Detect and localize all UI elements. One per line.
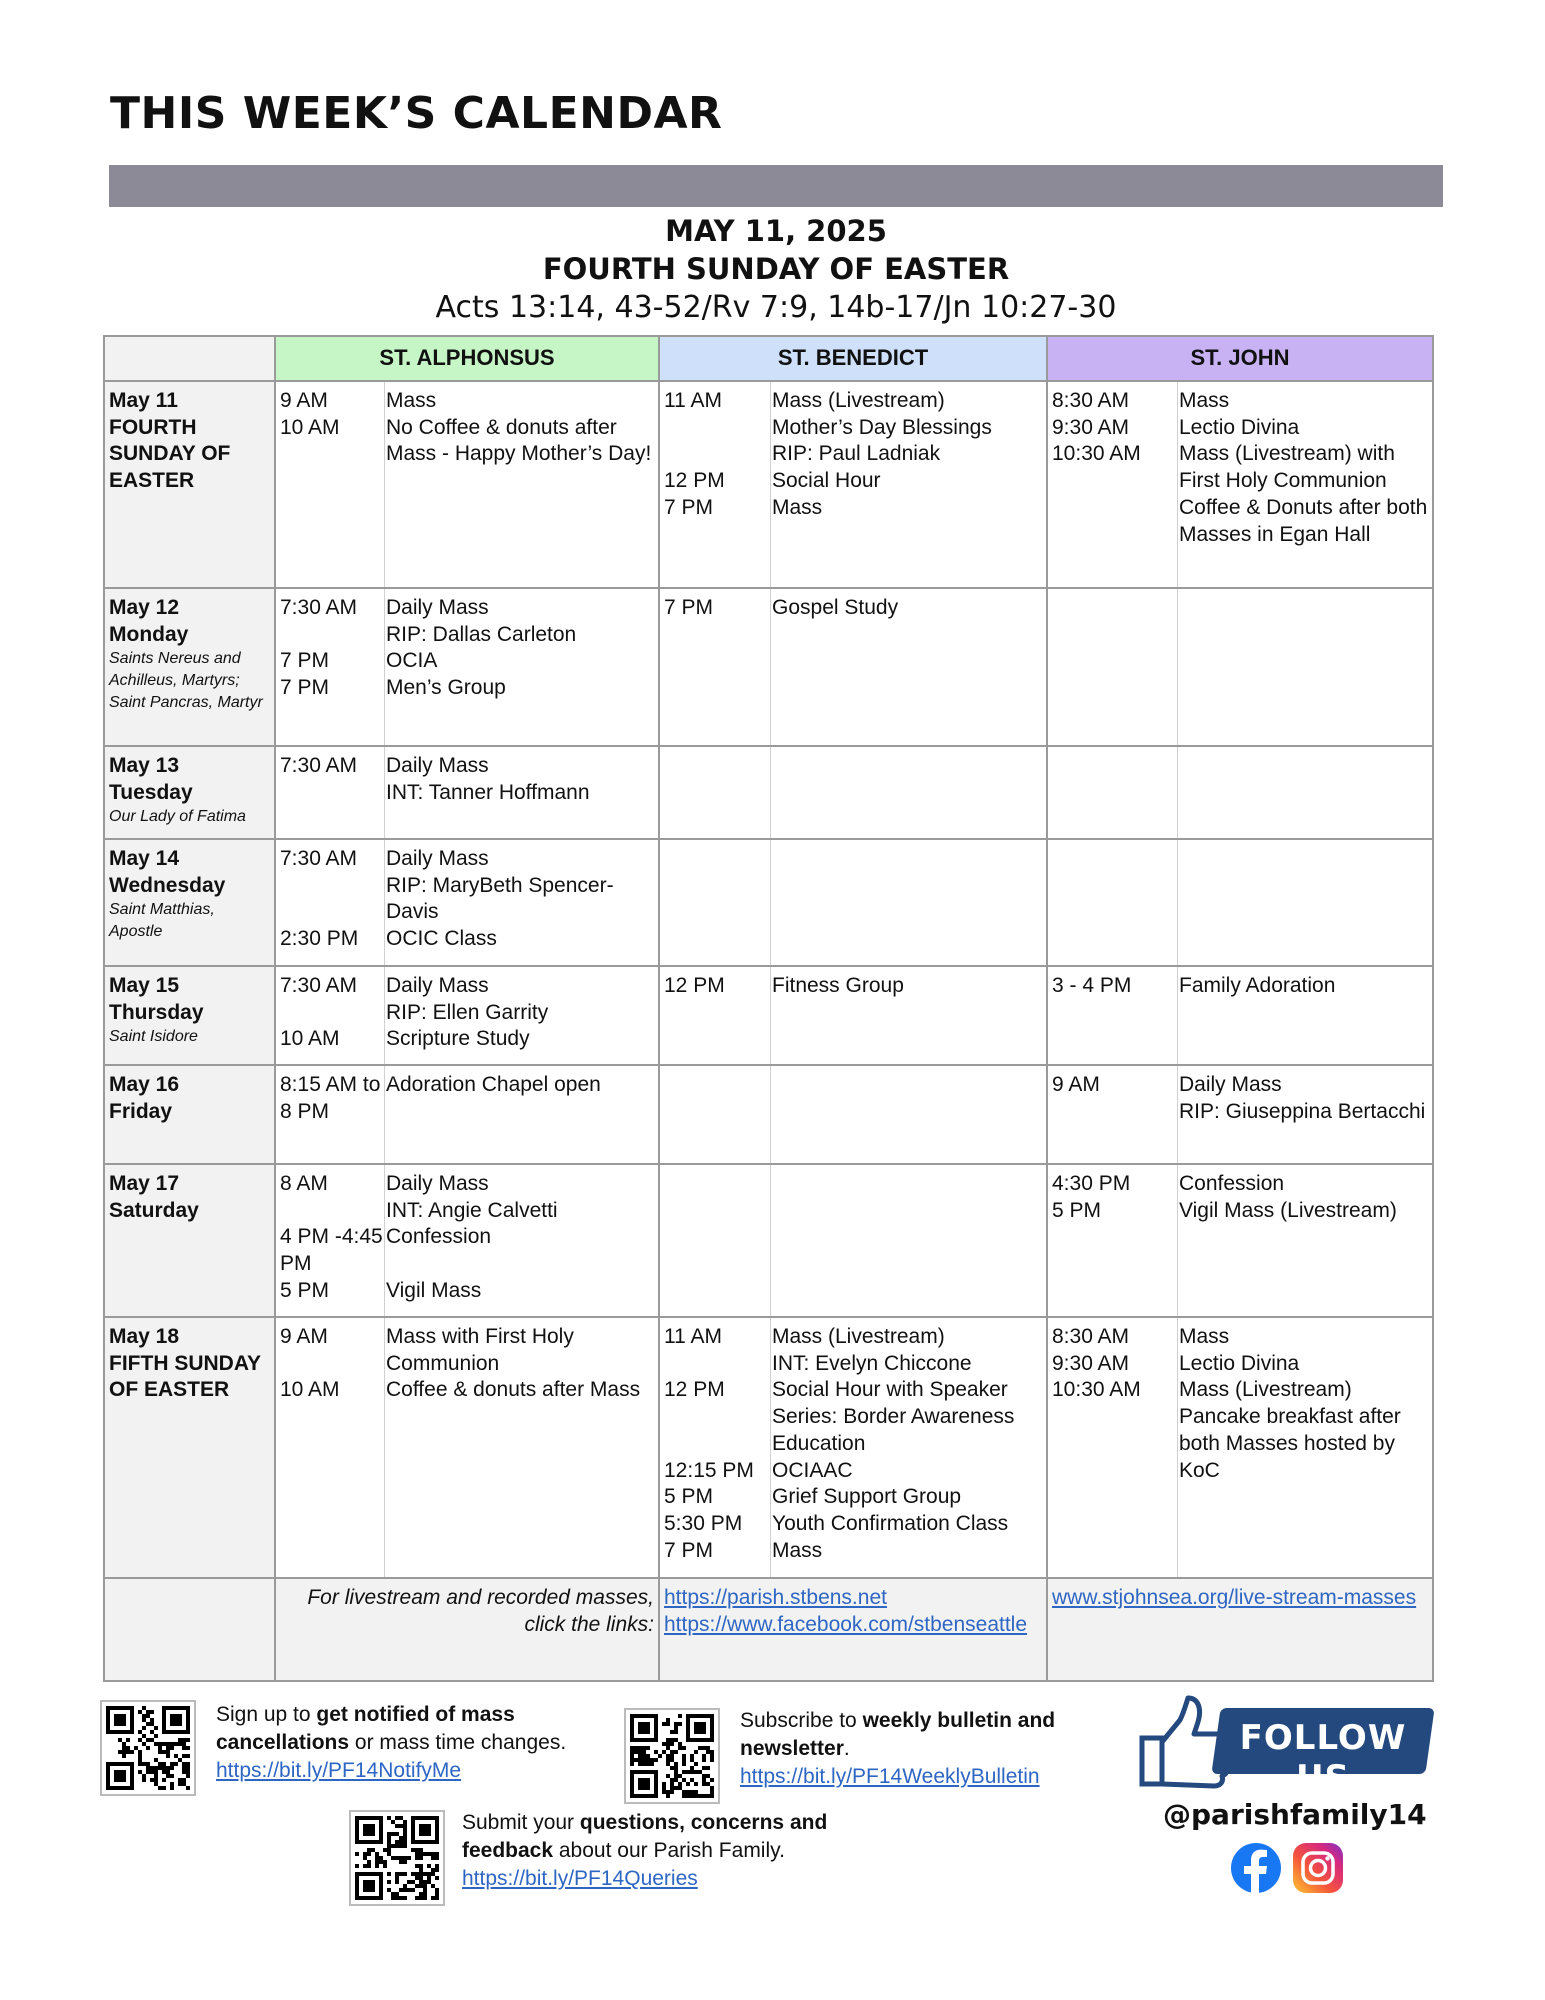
bulletin-subscribe-text <box>740 1707 1110 1791</box>
event-time: 10 AM <box>280 415 340 439</box>
heading-occasion: FOURTH SUNDAY OF EASTER <box>542 252 1010 286</box>
day-row <box>104 1164 1433 1317</box>
event-description: RIP: MaryBeth Spencer-Davis <box>386 873 614 924</box>
follow-us-banner <box>1128 1692 1438 1798</box>
event-entry <box>276 1278 658 1305</box>
event-description: Daily Mass <box>386 754 489 777</box>
event-time <box>276 1198 386 1225</box>
st-alphonsus-cell <box>275 746 659 839</box>
day-label-cell <box>104 1164 275 1317</box>
header-divider-bar <box>109 165 1443 207</box>
event-time: 7 PM <box>664 495 714 519</box>
event-entry <box>660 495 1046 522</box>
bulletin-bold: weekly bulletin and newsletter <box>740 1709 1056 1760</box>
event-entry <box>660 1324 1046 1351</box>
event-description: Lectio Divina <box>1179 1351 1300 1375</box>
event-entry <box>1048 1324 1432 1351</box>
event-entry <box>1048 415 1432 442</box>
event-description: INT: Tanner Hoffmann <box>386 780 590 804</box>
day-name-line: May 13 <box>109 754 180 777</box>
st-alphonsus-cell <box>275 1317 659 1578</box>
day-name-line: Saturday <box>109 1198 199 1222</box>
event-entry <box>660 441 1046 468</box>
event-description: Mother’s Day Blessings <box>772 415 992 439</box>
day-name-line: May 11 <box>109 389 178 412</box>
event-description: Daily Mass <box>386 847 489 870</box>
event-time: 5 PM <box>1052 1198 1102 1222</box>
st-alphonsus-cell <box>275 381 659 588</box>
event-time <box>276 622 386 649</box>
qr-code-icon <box>630 1714 714 1798</box>
st-benedict-links-cell <box>659 1578 1047 1681</box>
st-benedict-facebook-link[interactable]: https://www.facebook.com/stbenseattle <box>664 1612 1028 1636</box>
heading-date: MAY 11, 2025 <box>665 214 887 248</box>
day-name-line: Wednesday <box>109 873 226 897</box>
bulletin-pre: Subscribe to <box>740 1709 863 1732</box>
event-time: 9 AM <box>280 1325 328 1348</box>
event-description: RIP: Dallas Carleton <box>386 622 577 646</box>
calendar-table <box>103 335 1434 1682</box>
st-benedict-cell <box>659 588 1047 746</box>
event-description: Adoration Chapel open <box>386 1073 601 1096</box>
facebook-icon[interactable] <box>1230 1842 1282 1894</box>
day-name-line: May 16 <box>109 1073 180 1096</box>
event-entry <box>276 595 658 622</box>
day-row <box>104 381 1433 588</box>
event-entry <box>1048 1404 1432 1484</box>
event-entry <box>1048 1377 1432 1404</box>
day-label-cell <box>104 381 275 588</box>
follow-us-label: FOLLOW US <box>1239 1718 1407 1798</box>
day-row <box>104 746 1433 839</box>
event-description: No Coffee & donuts after Mass - Happy Mother’s Day! <box>386 415 652 466</box>
day-row <box>104 839 1433 966</box>
event-entry <box>1048 1171 1432 1198</box>
event-description: Fitness Group <box>772 974 904 997</box>
queries-pre: Submit your <box>462 1811 580 1834</box>
event-time: 8:30 AM <box>1052 1325 1130 1348</box>
event-time: 8 AM <box>280 1172 328 1195</box>
day-name-line: EASTER <box>109 469 195 493</box>
event-entry <box>660 1511 1046 1538</box>
event-description: Daily Mass <box>386 596 489 619</box>
event-description: Mass (Livestream) with First Holy Communion <box>1179 442 1395 493</box>
st-benedict-cell <box>659 1317 1047 1578</box>
event-time: 9 AM <box>280 389 328 412</box>
event-description: Coffee & Donuts after both Masses in Egan Hall <box>1179 495 1428 546</box>
event-entry <box>660 1377 1046 1457</box>
event-time: 7 PM <box>664 596 714 619</box>
queries-bold: questions, concerns and feedback <box>462 1811 828 1862</box>
event-time: 5 PM <box>664 1485 714 1509</box>
event-description: OCIAAC <box>772 1458 853 1482</box>
qr-code-icon <box>106 1706 190 1790</box>
event-description: Scripture Study <box>386 1027 530 1051</box>
st-john-cell <box>1047 1065 1433 1164</box>
day-name-line: OF EASTER <box>109 1378 230 1402</box>
day-row <box>104 1065 1433 1164</box>
event-time: 9:30 AM <box>1052 1351 1130 1375</box>
event-entry <box>276 1072 658 1125</box>
event-description: Mass (Livestream) <box>1179 1378 1352 1402</box>
event-description: Mass <box>1179 1325 1230 1348</box>
event-entry <box>276 926 658 953</box>
heading-readings: Acts 13:14, 43-52/Rv 7:9, 14b-17/Jn 10:27-30 <box>435 290 1117 325</box>
event-entry <box>276 675 658 702</box>
livestream-links-row <box>104 1578 1433 1681</box>
st-alphonsus-cell <box>275 1065 659 1164</box>
event-description: RIP: Giuseppina Bertacchi <box>1179 1099 1426 1123</box>
column-header-st-alphonsus: ST. ALPHONSUS <box>275 336 659 381</box>
event-description: Gospel Study <box>772 596 899 619</box>
day-row <box>104 588 1433 746</box>
event-description: Vigil Mass (Livestream) <box>1179 1198 1397 1222</box>
bulletin-link[interactable]: https://bit.ly/PF14WeeklyBulletin <box>740 1765 1040 1788</box>
event-time: 7 PM <box>664 1538 714 1562</box>
event-time: 9:30 AM <box>1052 415 1130 439</box>
event-time <box>660 415 772 442</box>
event-time <box>1048 1404 1179 1484</box>
day-name-line: Friday <box>109 1099 173 1123</box>
event-time: 7 PM <box>280 649 330 673</box>
event-time: 11 AM <box>664 389 722 412</box>
event-entry <box>660 415 1046 442</box>
page-title: THIS WEEK’S CALENDAR <box>110 88 723 139</box>
event-time: 3 - 4 PM <box>1052 974 1132 997</box>
event-description: RIP: Paul Ladniak <box>772 442 941 466</box>
event-entry <box>276 1377 658 1404</box>
event-entry <box>660 468 1046 495</box>
queries-submit-text <box>462 1809 882 1893</box>
event-entry <box>276 1026 658 1053</box>
event-time: 8:15 AM to 8 PM <box>280 1073 381 1123</box>
event-description: INT: Evelyn Chiccone <box>772 1351 972 1375</box>
event-description: Social Hour <box>772 469 881 493</box>
calendar-header-row <box>104 336 1433 381</box>
event-description: Confession <box>1179 1172 1285 1195</box>
day-label-cell <box>104 588 275 746</box>
day-label-cell <box>104 1317 275 1578</box>
event-entry <box>276 622 658 649</box>
event-time <box>660 441 772 468</box>
st-john-cell <box>1047 1317 1433 1578</box>
event-time <box>1048 1099 1179 1126</box>
livestream-intro-cell <box>275 1578 659 1681</box>
st-john-livestream-link[interactable]: www.stjohnsea.org/live-stream-masses <box>1052 1586 1417 1609</box>
event-entry <box>276 1000 658 1027</box>
instagram-icon[interactable] <box>1292 1842 1344 1894</box>
event-entry <box>1048 1099 1432 1126</box>
event-entry <box>276 780 658 807</box>
event-description: RIP: Ellen Garrity <box>386 1000 549 1024</box>
event-time: 10:30 AM <box>1052 1378 1141 1402</box>
day-name-line: May 14 <box>109 847 180 870</box>
event-entry <box>276 973 658 1000</box>
st-benedict-cell <box>659 381 1047 588</box>
st-alphonsus-cell <box>275 839 659 966</box>
event-description: Men’s Group <box>386 676 506 700</box>
bulletin-post: . <box>843 1737 850 1760</box>
event-entry <box>1048 441 1432 494</box>
event-entry <box>660 1538 1046 1565</box>
event-description: Mass <box>772 1538 823 1562</box>
notify-signup-text <box>216 1701 596 1785</box>
event-description: Mass (Livestream) <box>772 1325 945 1348</box>
event-time: 12 PM <box>664 974 725 997</box>
event-time: 7:30 AM <box>280 596 358 619</box>
event-entry <box>276 753 658 780</box>
event-entry <box>276 1198 658 1225</box>
event-entry <box>276 1324 658 1377</box>
notify-link[interactable]: https://bit.ly/PF14NotifyMe <box>216 1759 462 1782</box>
event-entry <box>276 873 658 926</box>
event-time: 4 PM -4:45 PM <box>280 1225 383 1276</box>
event-time: 7 PM <box>280 676 330 700</box>
event-time: 8:30 AM <box>1052 389 1130 412</box>
event-entry <box>1048 388 1432 415</box>
day-name-line: SUNDAY OF <box>109 442 231 466</box>
event-description: Mass (Livestream) <box>772 389 945 412</box>
qr-code-queries[interactable] <box>349 1810 445 1906</box>
event-description: INT: Angie Calvetti <box>386 1198 558 1222</box>
event-description: Family Adoration <box>1179 974 1336 997</box>
st-john-cell <box>1047 746 1433 839</box>
event-time: 5 PM <box>280 1278 330 1302</box>
event-description: OCIC Class <box>386 927 497 951</box>
day-name-line: Tuesday <box>109 780 193 804</box>
event-time: 10 AM <box>280 1027 340 1051</box>
day-label-cell <box>104 1065 275 1164</box>
qr-code-notify[interactable] <box>100 1700 196 1796</box>
day-name-line: FOURTH <box>109 415 197 439</box>
event-entry <box>276 388 658 415</box>
notify-pre: Sign up to <box>216 1703 317 1726</box>
event-entry <box>660 595 1046 622</box>
event-description: Youth Confirmation Class <box>772 1511 1009 1535</box>
st-john-cell <box>1047 381 1433 588</box>
event-description: OCIA <box>386 649 438 673</box>
event-description: Daily Mass <box>1179 1073 1282 1096</box>
event-time <box>276 1000 386 1027</box>
event-entry <box>1048 1351 1432 1378</box>
qr-code-bulletin[interactable] <box>624 1708 720 1804</box>
queries-post: about our Parish Family. <box>553 1839 785 1862</box>
feast-day: Saints Nereus and Achilleus, Martyrs; Saint Pancras, Martyr <box>109 650 263 712</box>
social-handle: @parishfamily14 <box>1163 1798 1427 1831</box>
st-john-cell <box>1047 588 1433 746</box>
event-time <box>276 873 386 926</box>
event-time: 10 AM <box>280 1378 340 1402</box>
event-entry <box>1048 1198 1432 1225</box>
header-blank-cell <box>104 336 275 381</box>
event-time <box>1048 495 1179 548</box>
st-john-cell <box>1047 1164 1433 1317</box>
st-john-cell <box>1047 966 1433 1065</box>
feast-day: Our Lady of Fatima <box>109 808 246 826</box>
day-row <box>104 966 1433 1065</box>
event-description: Social Hour with Speaker Series: Border Awareness Education <box>772 1378 1015 1455</box>
event-time: 11 AM <box>664 1325 722 1348</box>
event-entry <box>660 388 1046 415</box>
st-benedict-cell <box>659 966 1047 1065</box>
event-entry <box>276 415 658 468</box>
event-description: Daily Mass <box>386 1172 489 1195</box>
st-benedict-cell <box>659 1164 1047 1317</box>
event-time: 7:30 AM <box>280 754 358 777</box>
event-description: Mass <box>386 389 437 412</box>
event-description: Mass with First Holy Communion <box>386 1325 574 1375</box>
event-entry <box>276 1171 658 1198</box>
event-description: Confession <box>386 1225 492 1249</box>
event-time: 12 PM <box>664 1378 725 1402</box>
notify-bold: get notified of mass cancellations <box>216 1703 515 1754</box>
day-label-cell <box>104 966 275 1065</box>
day-name-line: May 15 <box>109 974 180 997</box>
event-description: Mass <box>1179 389 1230 412</box>
event-description: Vigil Mass <box>386 1278 482 1302</box>
event-time <box>660 1351 772 1378</box>
st-benedict-cell <box>659 1065 1047 1164</box>
column-header-st-john: ST. JOHN <box>1047 336 1433 381</box>
livestream-intro-line-2: click the links: <box>524 1612 654 1636</box>
day-name-line: Monday <box>109 622 189 646</box>
day-name-line: May 18 <box>109 1325 180 1348</box>
livestream-intro-line-1: For livestream and recorded masses, <box>307 1586 654 1609</box>
event-description: Pancake breakfast after both Masses hosted by KoC <box>1179 1405 1401 1482</box>
event-time: 12:15 PM <box>664 1458 754 1482</box>
event-entry <box>276 846 658 873</box>
st-alphonsus-cell <box>275 1164 659 1317</box>
event-time: 10:30 AM <box>1052 442 1141 466</box>
st-benedict-parish-link[interactable]: https://parish.stbens.net <box>664 1586 887 1609</box>
event-description: Grief Support Group <box>772 1485 962 1509</box>
event-time: 12 PM <box>664 469 725 493</box>
event-entry <box>276 648 658 675</box>
date-heading <box>103 212 1449 328</box>
livestream-blank-cell <box>104 1578 275 1681</box>
event-time: 9 AM <box>1052 1073 1100 1096</box>
event-entry <box>660 1484 1046 1511</box>
event-time <box>276 780 386 807</box>
queries-link[interactable]: https://bit.ly/PF14Queries <box>462 1867 698 1890</box>
day-name-line: Thursday <box>109 1000 204 1024</box>
feast-day: Saint Isidore <box>109 1028 198 1046</box>
feast-day: Saint Matthias, Apostle <box>109 901 215 941</box>
day-label-cell <box>104 839 275 966</box>
day-name-line: May 12 <box>109 596 180 619</box>
event-entry <box>1048 495 1432 548</box>
event-description: Lectio Divina <box>1179 415 1300 439</box>
st-benedict-cell <box>659 746 1047 839</box>
event-entry <box>276 1224 658 1277</box>
column-header-st-benedict: ST. BENEDICT <box>659 336 1047 381</box>
event-time: 4:30 PM <box>1052 1172 1131 1195</box>
event-time: 5:30 PM <box>664 1511 743 1535</box>
st-alphonsus-cell <box>275 966 659 1065</box>
qr-code-icon <box>355 1816 439 1900</box>
notify-post: or mass time changes. <box>349 1731 567 1754</box>
event-description: Mass <box>772 495 823 519</box>
event-time: 7:30 AM <box>280 974 358 997</box>
event-time: 7:30 AM <box>280 847 358 870</box>
day-name-line: May 17 <box>109 1172 180 1195</box>
event-description: Daily Mass <box>386 974 489 997</box>
day-label-cell <box>104 746 275 839</box>
st-benedict-cell <box>659 839 1047 966</box>
event-entry <box>1048 1072 1432 1099</box>
st-john-links-cell <box>1047 1578 1433 1681</box>
event-time: 2:30 PM <box>280 927 359 951</box>
day-name-line: FIFTH SUNDAY <box>109 1351 262 1375</box>
event-description: Coffee & donuts after Mass <box>386 1378 641 1402</box>
event-entry <box>660 973 1046 1000</box>
st-alphonsus-cell <box>275 588 659 746</box>
st-john-cell <box>1047 839 1433 966</box>
day-row <box>104 1317 1433 1578</box>
event-entry <box>1048 973 1432 1000</box>
event-entry <box>660 1458 1046 1485</box>
event-entry <box>660 1351 1046 1378</box>
